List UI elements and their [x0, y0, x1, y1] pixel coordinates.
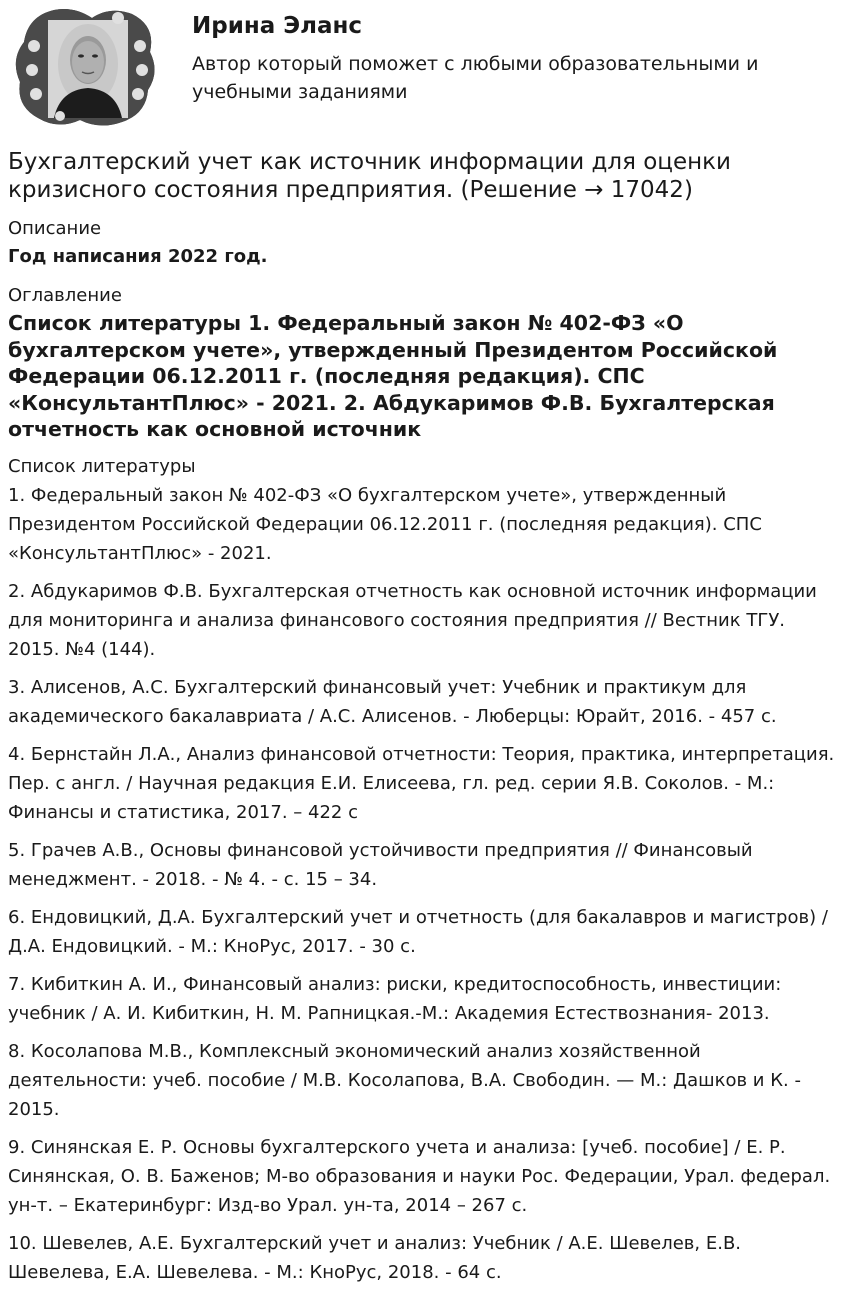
reference-item: 6. Ендовицкий, Д.А. Бухгалтерский учет и отчетность (для бакалавров и магистров) / Д.А. Ендовицкий. - М.: КноРус, 2017. - 30 c.	[8, 907, 828, 957]
description-label: Описание	[8, 218, 102, 239]
author-card	[8, 0, 839, 135]
references-heading: Список литературы	[8, 456, 196, 477]
year-written: Год написания 2022 год.	[8, 246, 268, 267]
reference-item: 9. Синянская Е. Р. Основы бухгалтерского учета и анализа: [учеб. пособие] / Е. Р. Синянская, О. В. Баженов; М-во образования и науки Рос. Федерации, Урал. федерал. ун-т. – Екатеринбург: Изд-во Урал. ун-та, 2014 – 267 с.	[8, 1137, 831, 1216]
toc-summary: Список литературы 1. Федеральный закон № 402-ФЗ «О бухгалтерском учете», утвержденный Президентом Российской Федерации 06.12.2011 г. (последняя редакция). СПС «КонсультантПлюс» - 2021. 2. Абдукаримов Ф.В. Бухгалтерская отчетность как основной источник	[8, 311, 778, 441]
author-name: Ирина Эланс	[192, 13, 363, 39]
reference-item: 5. Грачев А.В., Основы финансовой устойчивости предприятия // Финансовый менеджмент. - 2018. - № 4. - с. 15 – 34.	[8, 840, 753, 890]
author-description: Автор который поможет с любыми образовательными и учебными заданиями	[192, 53, 759, 103]
reference-item: 2. Абдукаримов Ф.В. Бухгалтерская отчетность как основной источник информации для мониторинга и анализа финансового состояния предприятия // Вестник ТГУ. 2015. №4 (144).	[8, 581, 817, 660]
reference-item: 3. Алисенов, А.С. Бухгалтерский финансовый учет: Учебник и практикум для академического бакалавриата / А.С. Алисенов. - Люберцы: Юрайт, 2016. - 457 c.	[8, 677, 777, 727]
toc-label: Оглавление	[8, 285, 122, 306]
reference-item: 8. Косолапова М.В., Комплексный экономический анализ хозяйственной деятельности: учеб. пособие / М.В. Косолапова, В.А. Свободин. — М.: Дашков и К. - 2015.	[8, 1041, 801, 1120]
reference-item: 10. Шевелев, А.Е. Бухгалтерский учет и анализ: Учебник / А.Е. Шевелев, Е.В. Шевелева, Е.А. Шевелева. - М.: КноРус, 2018. - 64 c.	[8, 1233, 742, 1283]
reference-item: 1. Федеральный закон № 402-ФЗ «О бухгалтерском учете», утвержденный Президентом Российской Федерации 06.12.2011 г. (последняя редакция). СПС «КонсультантПлюс» - 2021.	[8, 485, 762, 564]
document-title: Бухгалтерский учет как источник информации для оценки кризисного состояния предприятия. (Решение → 17042)	[8, 149, 731, 203]
reference-item: 4. Бернстайн Л.А., Анализ финансовой отчетности: Теория, практика, интерпретация. Пер. с англ. / Научная редакция Е.И. Елисеева, гл. ред. серии Я.В. Соколов. - М.: Финансы и статистика, 2017. – 422 с	[8, 744, 835, 823]
author-avatar	[14, 6, 160, 128]
reference-item: 7. Кибиткин А. И., Финансовый анализ: риски, кредитоспособность, инвестиции: учебник / А. И. Кибиткин, Н. М. Рапницкая.-М.: Академия Естествознания- 2013.	[8, 974, 782, 1024]
references-list	[8, 481, 840, 1296]
